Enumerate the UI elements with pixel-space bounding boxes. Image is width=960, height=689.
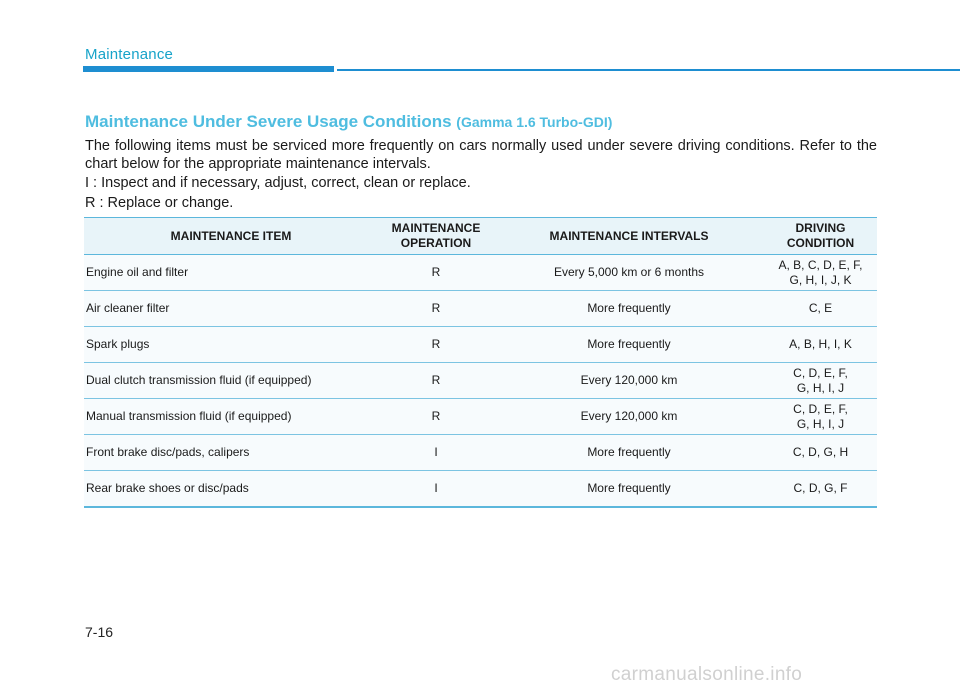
watermark: carmanualsonline.info [611,664,803,685]
cell-condition-line2: G, H, I, J [796,416,845,431]
cell-item: Rear brake shoes or disc/pads [84,471,378,508]
cell-condition-line1: A, B, C, D, E, F, [778,257,863,272]
maintenance-table [84,217,877,508]
cell-condition-line1: C, D, E, F, [793,365,848,380]
table-row [84,471,877,508]
cell-condition: C, D, G, F [764,471,877,508]
cell-item: Engine oil and filter [84,255,378,291]
page-number: 7-16 [85,624,114,640]
cell-condition [764,399,877,435]
cell-operation: R [378,291,494,327]
heading-title: Maintenance Under Severe Usage Conditions [85,112,452,131]
cell-operation: R [378,363,494,399]
table-row [84,291,877,327]
cell-interval: Every 120,000 km [494,363,764,399]
cell-item: Dual clutch transmission fluid (if equipped) [84,363,378,399]
cell-condition-line2: G, H, I, J, K [789,272,852,287]
table-header-row [84,218,877,255]
cell-item: Front brake disc/pads, calipers [84,435,378,471]
section-title: Maintenance [85,46,174,63]
cell-condition: C, E [764,291,877,327]
cell-interval: More frequently [494,291,764,327]
table-row [84,327,877,363]
cell-operation: R [378,255,494,291]
cell-interval: More frequently [494,471,764,508]
cell-condition [764,363,877,399]
legend-inspect: I : Inspect and if necessary, adjust, correct, clean or replace. [85,175,471,191]
heading-subtitle: (Gamma 1.6 Turbo-GDI) [456,114,613,130]
col-header-operation-line2: OPERATION [400,236,472,250]
col-header-condition [764,218,877,255]
col-header-operation [378,218,494,255]
cell-item: Air cleaner filter [84,291,378,327]
table-row [84,363,877,399]
table-row [84,255,877,291]
cell-condition: C, D, G, H [764,435,877,471]
cell-condition: A, B, H, I, K [764,327,877,363]
header-rule-thick [83,66,334,72]
table-row [84,399,877,435]
col-header-condition-line1: DRIVING [795,221,846,235]
cell-operation: I [378,471,494,508]
cell-condition [764,255,877,291]
cell-operation: R [378,327,494,363]
cell-condition-line1: C, D, E, F, [793,401,848,416]
cell-operation: I [378,435,494,471]
table-row [84,435,877,471]
col-header-operation-line1: MAINTENANCE [391,221,481,235]
legend-replace: R : Replace or change. [85,195,234,211]
cell-interval: Every 5,000 km or 6 months [494,255,764,291]
page-heading [85,112,612,132]
cell-condition-line2: G, H, I, J [796,380,845,395]
cell-interval: More frequently [494,435,764,471]
header-rule-thin [337,69,960,71]
cell-interval: More frequently [494,327,764,363]
cell-item: Manual transmission fluid (if equipped) [84,399,378,435]
cell-operation: R [378,399,494,435]
col-header-item: MAINTENANCE ITEM [84,218,378,255]
intro-paragraph: The following items must be serviced more frequently on cars normally used under severe driving conditions. Refer to the chart below for the appropriate maintenance intervals. [85,138,877,172]
cell-item: Spark plugs [84,327,378,363]
col-header-intervals: MAINTENANCE INTERVALS [494,218,764,255]
col-header-condition-line2: CONDITION [786,236,855,250]
cell-interval: Every 120,000 km [494,399,764,435]
